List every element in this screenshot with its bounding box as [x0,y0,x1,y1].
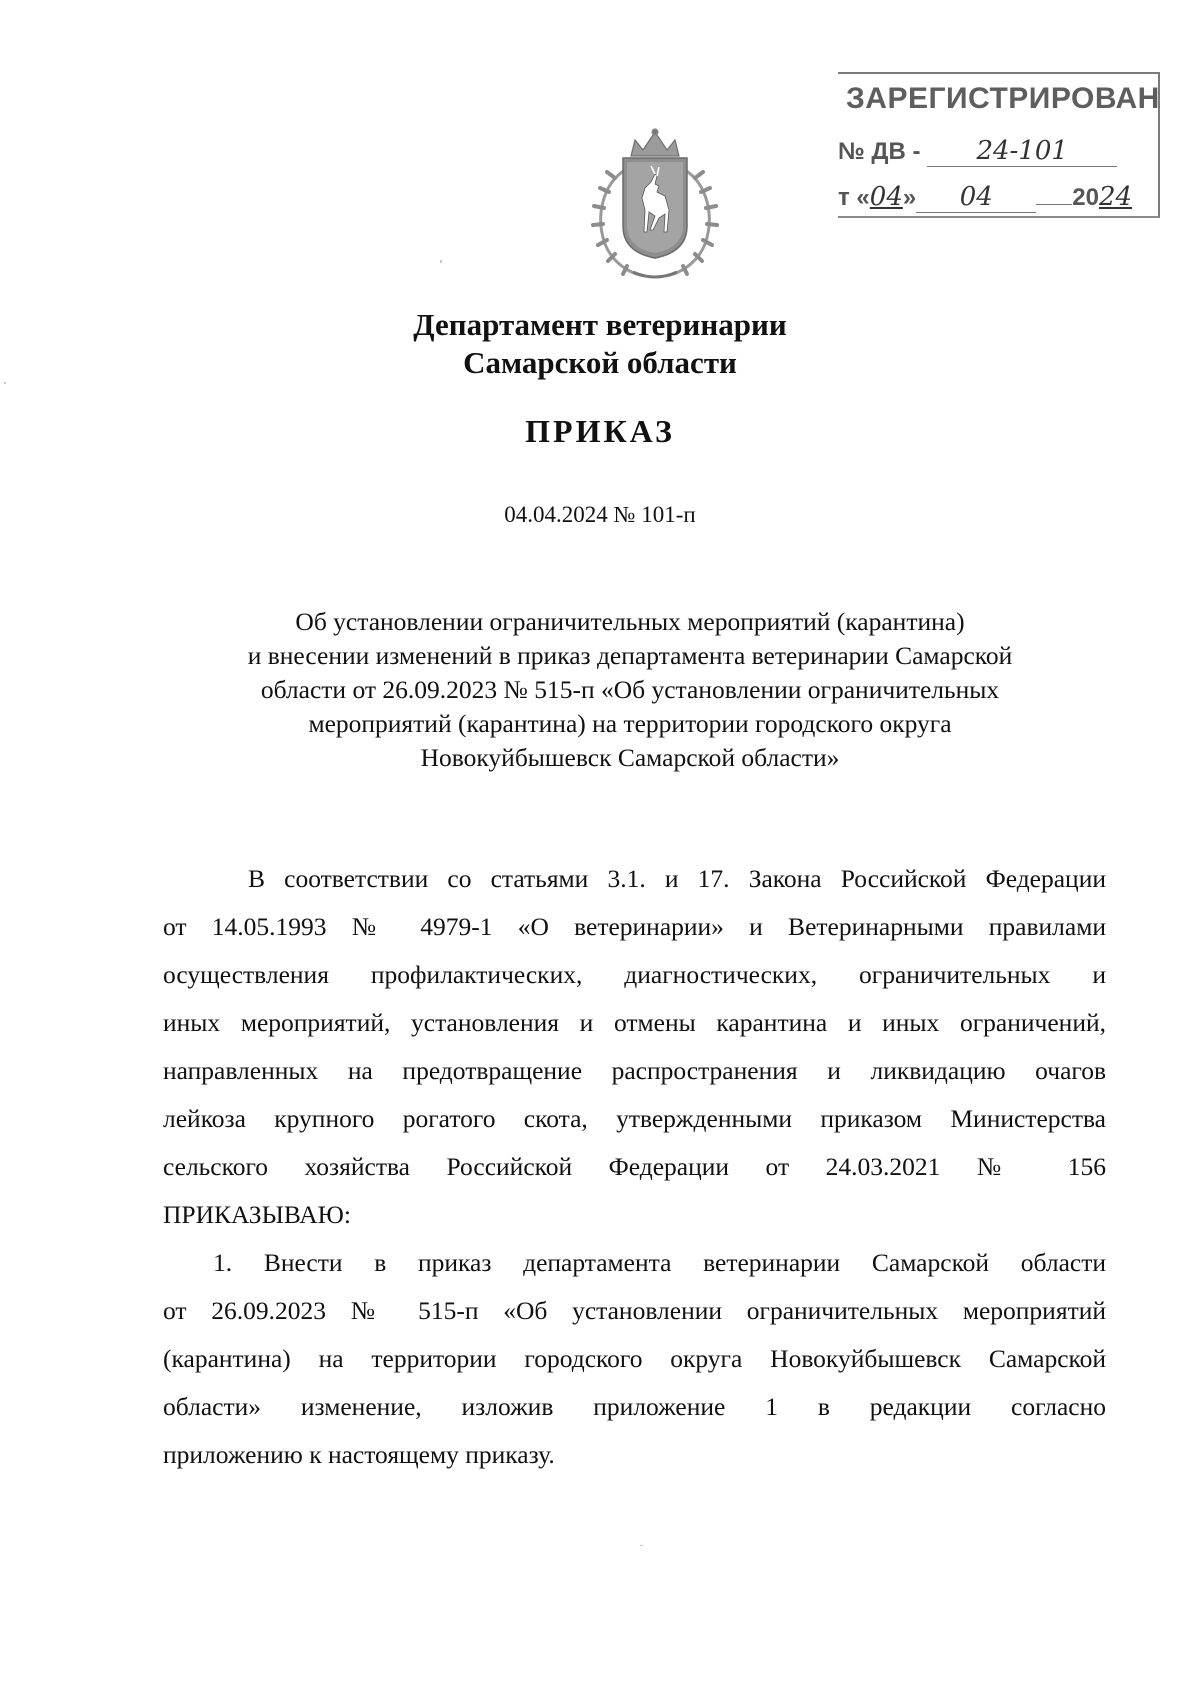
stamp-title: ЗАРЕГИСТРИРОВАН [846,82,1160,115]
preamble-paragraph [163,855,1106,1239]
stamp-number-row [838,136,1117,167]
document-body [163,855,1106,1479]
document-type: ПРИКАЗ [525,413,675,449]
samara-coat-of-arms-icon [585,126,725,284]
item-1-paragraph [163,1239,1106,1479]
body-line: направленных на предотвращение распространения и ликвидацию очагов [163,1056,1106,1085]
document-date-number: 04.04.2024 № 101-п [504,502,696,527]
stamp-date-month: 04 [959,182,993,212]
stamp-number-prefix: № ДВ - [838,138,928,165]
body-line: (карантина) на территории городского округа Новокуйбышевск Самарской [163,1344,1106,1373]
subject-line: области от 26.09.2023 № 515-п «Об установлении ограничительных [260,675,1000,704]
body-line: сельского хозяйства Российской Федерации от 24.03.2021 № 156 [163,1152,1106,1181]
subject-line: и внесении изменений в приказ департамента ветеринарии Самарской [247,641,1013,670]
body-line: от 26.09.2023 № 515-п «Об установлении ограничительных мероприятий [163,1296,1106,1325]
body-line: области» изменение, изложив приложение 1 в редакции согласно [163,1392,1106,1421]
department-line-1: Департамент ветеринарии [413,307,787,342]
stamp-date-year-prefix: 20 [1072,184,1099,211]
department-line-2: Самарской области [463,345,737,380]
stamp-date-prefix: т « [838,184,870,211]
body-line: лейкоза крупного рогатого скота, утвержденными приказом Министерства [163,1104,1106,1133]
scan-speck [4,382,6,384]
stamp-number-handwritten: 24-101 [976,136,1068,166]
body-line: иных мероприятий, установления и отмены карантина и иных ограничений, [163,1008,1106,1037]
stamp-date-row [838,182,1132,213]
stamp-date-year-suffix: 24 [1098,182,1133,212]
department-name [0,306,1200,382]
scan-speck [640,1545,643,1546]
subject-line: Об установлении ограничительных мероприятий (карантина) [295,607,965,636]
body-line: от 14.05.1993 № 4979-1 «О ветеринарии» и Ветеринарными правилами [163,912,1106,941]
order-word: ПРИКАЗЫВАЮ: [163,1200,351,1229]
scan-speck [440,260,442,263]
stamp-date-sep: » [902,184,917,211]
registration-stamp [838,72,1160,218]
body-line: осуществления профилактических, диагностических, ограничительных и [163,960,1106,989]
subject-line: мероприятий (карантина) на территории городского округа [308,709,952,738]
subject-line: Новокуйбышевск Самарской области» [420,743,840,772]
body-line: приложению к настоящему приказу. [163,1440,555,1469]
document-subject [180,605,1080,775]
body-line: В соответствии со статьями 3.1. и 17. Закона Российской Федерации [248,864,1106,893]
body-line: 1. Внести в приказ департамента ветеринарии Самарской области [213,1248,1106,1277]
stamp-date-day: 04 [869,182,903,212]
